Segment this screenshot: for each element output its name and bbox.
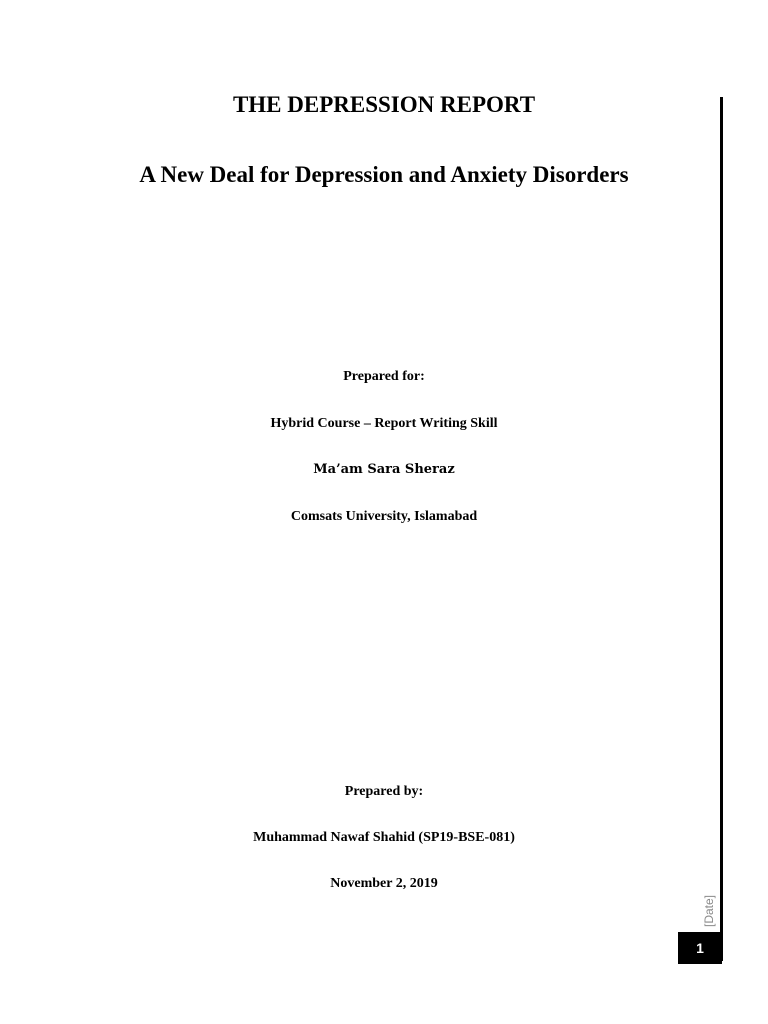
document-title: THE DEPRESSION REPORT (232, 92, 536, 117)
date-placeholder: [Date] (702, 895, 716, 928)
prepared-by-label: Prepared by: (344, 784, 424, 799)
course-name: Hybrid Course – Report Writing Skill (270, 416, 498, 431)
teacher-name: Ma’am Sara Sheraz (313, 462, 455, 477)
document-subtitle: A New Deal for Depression and Anxiety Disorders (139, 162, 629, 187)
vertical-side-rule (720, 97, 723, 961)
institution-name: Comsats University, Islamabad (290, 509, 478, 524)
page-number: 1 (678, 932, 722, 964)
author-name: Muhammad Nawaf Shahid (SP19-BSE-081) (253, 830, 515, 845)
report-date: November 2, 2019 (330, 876, 438, 891)
prepared-for-label: Prepared for: (343, 369, 425, 384)
